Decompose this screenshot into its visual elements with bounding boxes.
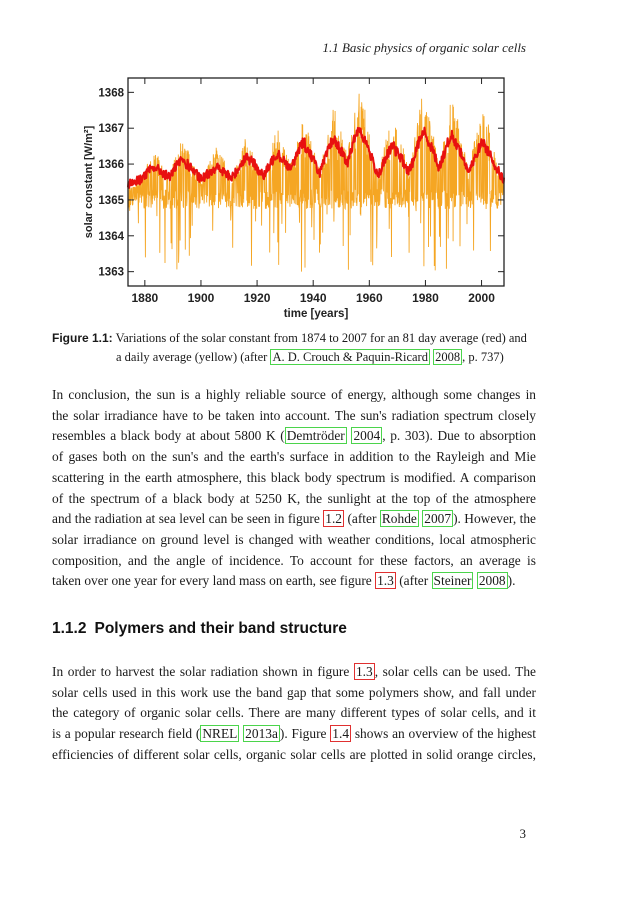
- caption-text-2a: a daily average (yellow) (after: [116, 350, 271, 364]
- y-tick-label: 1365: [98, 194, 124, 207]
- section-title: Polymers and their band structure: [94, 620, 347, 637]
- solar-constant-figure: [80, 72, 510, 320]
- text-line: the category of organic solar cells. There are many different types of solar cells, and it: [52, 705, 536, 721]
- caption-text-1: Variations of the solar constant from 1874 to 2007 for an 81 day average (red) and: [115, 331, 527, 345]
- x-tick-label: 1880: [131, 291, 159, 305]
- text-line: [52, 426, 536, 447]
- citation-year-link[interactable]: 2007: [424, 511, 452, 527]
- text-span: and the radiation at sea level can be seen in figure: [52, 511, 324, 527]
- figure-ref-link[interactable]: 1.3: [377, 573, 394, 589]
- text-line: solar cells used in this work use the band gap that some polymers show, and fall under: [52, 684, 536, 700]
- daily-average-series: [128, 94, 504, 272]
- section-number: 1.1.2: [52, 620, 87, 637]
- text-line: of the spectrum of a black body at 5250 K, the sunlight at the top of the atmosphere: [52, 490, 536, 506]
- figure-caption: [52, 329, 536, 367]
- text-span: , solar cells can be used. The: [374, 664, 536, 679]
- text-span: In order to harvest the solar radiation shown in figure: [52, 664, 354, 679]
- text-line: [52, 724, 536, 745]
- x-tick-label: 1920: [243, 291, 271, 305]
- y-tick-label: 1363: [98, 266, 124, 279]
- text-span: taken over one year for every land mass on earth, see figure: [52, 573, 376, 589]
- caption-label: Figure 1.1:: [52, 331, 113, 345]
- text-span: is a popular research field (: [52, 726, 201, 742]
- running-header: 1.1 Basic physics of organic solar cells: [322, 40, 526, 55]
- y-tick-label: 1367: [98, 123, 124, 136]
- figure-ref-link[interactable]: 1.3: [355, 664, 373, 679]
- text-line: [52, 571, 536, 592]
- x-tick-label: 2000: [468, 291, 495, 305]
- text-span: ).: [507, 573, 516, 589]
- y-tick-label: 1366: [98, 159, 124, 172]
- x-axis-label: time [years]: [283, 308, 349, 320]
- text-line: solar irradiance on ground level is changed with weather conditions, local atmospheric: [52, 531, 536, 547]
- text-span: shows an overview of the highest: [351, 726, 536, 742]
- text-line: In conclusion, the sun is a highly reliable source of energy, although some changes in: [52, 387, 536, 402]
- x-tick-label: 1900: [187, 291, 215, 305]
- text-line: of gases both on the sun's and the earth's surface in addition to the Rayleigh and Mie: [52, 449, 536, 465]
- citation-year-link[interactable]: 2004: [353, 428, 381, 444]
- text-span: ). Figure: [279, 726, 331, 742]
- text-line: the solar irradiance have to be taken into account. The sun's radiation spectrum closely: [52, 407, 536, 423]
- solar-constant-chart: [80, 72, 510, 320]
- citation-year-link[interactable]: 2008: [435, 350, 461, 364]
- caption-text-2b: , p. 737): [462, 350, 504, 364]
- text-line: [52, 662, 536, 683]
- y-tick-label: 1368: [98, 87, 124, 100]
- citation-year-link[interactable]: 2013a: [245, 726, 278, 742]
- y-axis-label: solar constant [W/m²]: [83, 125, 95, 239]
- citation-link[interactable]: Rohde: [381, 511, 417, 527]
- citation-link[interactable]: A. D. Crouch & Paquin-Ricard: [272, 350, 428, 364]
- text-line: [52, 509, 536, 530]
- figure-ref-link[interactable]: 1.4: [332, 726, 350, 742]
- citation-link[interactable]: Steiner: [433, 573, 472, 589]
- text-line: scattering in the earth atmosphere, this black body spectrum is modified. A comparison: [52, 469, 536, 485]
- text-span: resembles a black body at about 5800 K (: [52, 428, 285, 444]
- paragraph-2: [52, 662, 536, 766]
- text-span: (after: [395, 573, 432, 589]
- x-tick-label: 1960: [355, 291, 383, 305]
- page-number: 3: [519, 826, 526, 841]
- x-tick-label: 1940: [299, 291, 327, 305]
- citation-link[interactable]: NREL: [202, 726, 238, 742]
- x-tick-label: 1980: [412, 291, 439, 305]
- y-tick-label: 1364: [98, 230, 124, 243]
- text-line: efficiencies of different solar cells, organic solar cells are plotted in solid orange circles,: [52, 746, 536, 762]
- text-span: ). However, the: [453, 511, 536, 527]
- citation-link[interactable]: Demtröder: [286, 428, 345, 444]
- paragraph-1: [52, 385, 536, 592]
- text-line: composition, and the angle of incidence. To account for these factors, an average is: [52, 552, 536, 568]
- text-span: (after: [344, 511, 380, 527]
- figure-ref-link[interactable]: 1.2: [325, 511, 343, 527]
- citation-year-link[interactable]: 2008: [478, 573, 506, 589]
- section-heading: [52, 620, 347, 638]
- text-span: , p. 303). Due to absorption: [382, 428, 536, 444]
